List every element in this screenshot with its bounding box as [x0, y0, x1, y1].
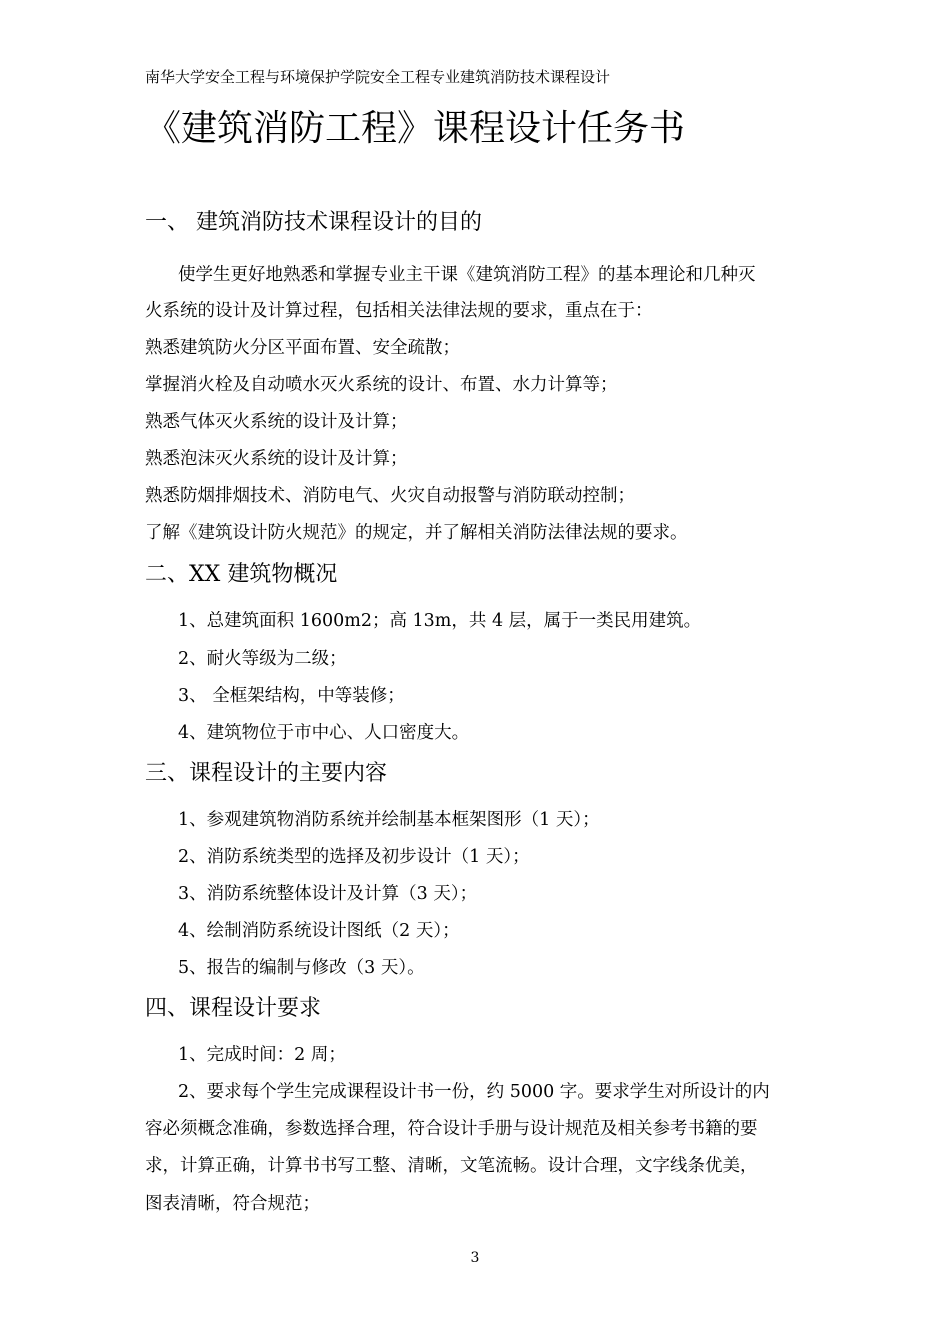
- list-item: 2、要求每个学生完成课程设计书一份，约 5000 字。要求学生对所设计的内: [178, 1082, 770, 1102]
- list-item: 4、绘制消防系统设计图纸（2 天）；: [178, 921, 460, 941]
- document-title: 《建筑消防工程》课程设计任务书: [145, 108, 686, 149]
- section-heading-3: 三、课程设计的主要内容: [145, 761, 388, 786]
- paragraph-line: 熟悉防烟排烟技术、消防电气、火灾自动报警与消防联动控制；: [145, 486, 635, 506]
- paragraph-line: 熟悉建筑防火分区平面布置、安全疏散；: [145, 338, 460, 358]
- paragraph-line: 使学生更好地熟悉和掌握专业主干课《建筑消防工程》的基本理论和几种灭: [178, 265, 756, 285]
- paragraph-line: 掌握消火栓及自动喷水灭火系统的设计、布置、水力计算等；: [145, 375, 618, 395]
- paragraph-line: 容必须概念准确，参数选择合理，符合设计手册与设计规范及相关参考书籍的要: [145, 1119, 758, 1139]
- list-item: 1、完成时间：2 周；: [178, 1045, 346, 1065]
- section-heading-4: 四、课程设计要求: [145, 996, 322, 1021]
- section-heading-2: 二、XX 建筑物概况: [145, 562, 338, 587]
- running-header: 南华大学安全工程与环境保护学院安全工程专业建筑消防技术课程设计: [145, 68, 611, 86]
- paragraph-line: 熟悉泡沫灭火系统的设计及计算；: [145, 449, 408, 469]
- list-item: 4、建筑物位于市中心、人口密度大。: [178, 723, 470, 743]
- paragraph-line: 了解《建筑设计防火规范》的规定，并了解相关消防法律法规的要求。: [145, 523, 688, 543]
- paragraph-line: 求，计算正确，计算书书写工整、清晰，文笔流畅。设计合理，文字线条优美，: [145, 1156, 758, 1176]
- paragraph-line: 熟悉气体灭火系统的设计及计算；: [145, 412, 408, 432]
- section-heading-1: 一、 建筑消防技术课程设计的目的: [145, 210, 482, 235]
- paragraph-line: 火系统的设计及计算过程，包括相关法律法规的要求，重点在于：: [145, 301, 653, 321]
- paragraph-line: 图表清晰，符合规范；: [145, 1194, 320, 1214]
- list-item: 3、 全框架结构，中等装修；: [178, 686, 405, 706]
- page-number: 3: [470, 1250, 480, 1266]
- list-item: 2、消防系统类型的选择及初步设计（1 天）；: [178, 847, 530, 867]
- list-item: 3、消防系统整体设计及计算（3 天）；: [178, 884, 478, 904]
- list-item: 1、参观建筑物消防系统并绘制基本框架图形（1 天）；: [178, 810, 600, 830]
- list-item: 5、报告的编制与修改（3 天）。: [178, 958, 425, 978]
- list-item: 2、耐火等级为二级；: [178, 649, 347, 669]
- list-item: 1、总建筑面积 1600m2；高 13m，共 4 层，属于一类民用建筑。: [178, 611, 702, 631]
